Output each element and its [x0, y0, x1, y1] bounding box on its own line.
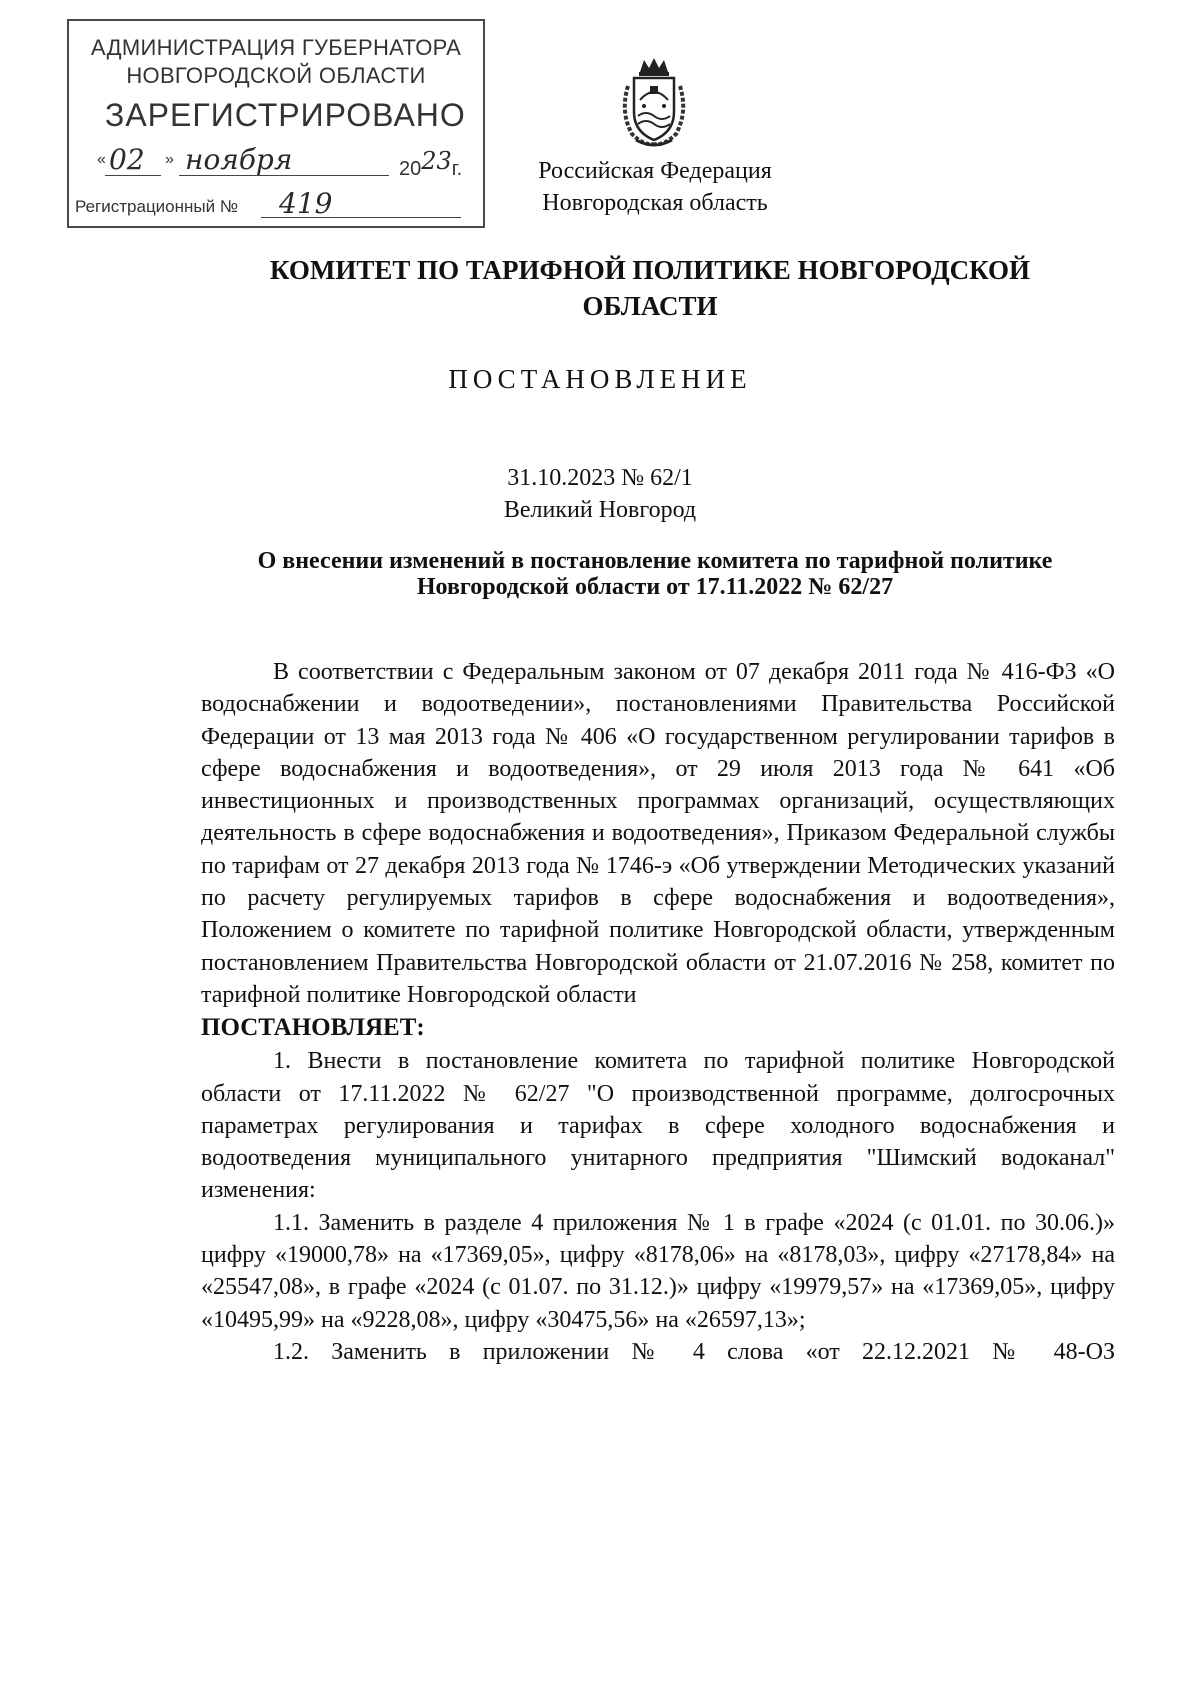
stamp-open-quote: « [97, 151, 106, 168]
preamble-paragraph: В соответствии с Федеральным законом от 07 декабря 2011 года № 416-ФЗ «О водоснабжении и водоотведении», постановлениями Правительства Российской Федерации от 13 мая 2013 года № 406 «О государственном регулировании тарифов в сфере водоснабжения и водоотведения», от 29 июля 2013 года № 641 «Об инвестиционных и производственных программах организаций, осуществляющих деятельность в сфере водоснабжения и водоотведения», Приказом Федеральной службы по тарифам от 27 декабря 2013 года № 1746-э «Об утверждении Методических указаний по расчету регулируемых тарифов в сфере водоснабжения и водоотведения», Положением о комитете по тарифной политике Новгородской области, утвержденным постановлением Правительства Новгородской области от 21.07.2016 № 258, комитет по тарифной политике Новгородской области [201, 659, 1115, 1008]
stamp-year-suffix: г. [451, 158, 463, 180]
stamp-day-line [105, 175, 161, 176]
item-1-1: 1.1. Заменить в разделе 4 приложения № 1 в графе «2024 (с 01.01. по 30.06.)» цифру «19000,78» на «17369,05», цифру «8178,06» на «8178,03», цифру «27178,84» на «25547,08», в графе «2024 (с 01.07. по 31.12.)» цифру «19979,57» на «17369,05», цифру «10495,99» на «9228,08», цифру «30475,56» на «26597,13»; [201, 1209, 1115, 1333]
stamp-month: ноября [185, 143, 293, 176]
stamp-year-hand: 23 [421, 147, 452, 175]
document-type: ПОСТАНОВЛЕНИЕ [448, 364, 752, 394]
stamp-registered: ЗАРЕГИСТРИРОВАНО [105, 97, 466, 133]
stamp-reg-number: 419 [279, 187, 333, 220]
registration-stamp [67, 19, 485, 228]
stamp-reg-label: Регистрационный № [75, 197, 239, 216]
stamp-year-prefix: 20 [399, 158, 422, 180]
committee-title: КОМИТЕТ ПО ТАРИФНОЙ ПОЛИТИКЕ НОВГОРОДСКОЙ ОБЛАСТИ [269, 255, 1031, 321]
region-name: Новгородская область [542, 190, 768, 216]
stamp-line1: АДМИНИСТРАЦИЯ ГУБЕРНАТОРА [90, 35, 462, 60]
stamp-close-quote: » [165, 151, 174, 168]
resolves-heading: ПОСТАНОВЛЯЕТ: [201, 1014, 425, 1042]
stamp-year [399, 147, 463, 181]
date-number: 31.10.2023 № 62/1 [507, 465, 693, 491]
item-1-2: 1.2. Заменить в приложении № 4 слова «от 22.12.2021 № 48-ОЗ [273, 1338, 1115, 1365]
country-name: Российская Федерация [538, 158, 772, 184]
coat-of-arms-icon [618, 56, 690, 148]
stamp-reg-row [69, 187, 483, 223]
document-body [201, 656, 1115, 1368]
stamp-line2: НОВГОРОДСКОЙ ОБЛАСТИ [126, 63, 426, 88]
item-1: 1. Внести в постановление комитета по тарифной политике Новгородской области от 17.11.2022 № 62/27 "О производственной программе, долгосрочных параметрах регулирования и тарифах в сфере холодного водоснабжения и водоотведения муниципального унитарного предприятия "Шимский водоканал" изменения: [201, 1048, 1115, 1204]
stamp-date-row [95, 145, 475, 185]
document-subject: О внесении изменений в постановление комитета по тарифной политике Новгородской области от 17.11.2022 № 62/27 [257, 548, 1053, 600]
stamp-month-line [179, 175, 389, 176]
city: Великий Новгород [503, 497, 697, 523]
stamp-day: 02 [109, 143, 145, 176]
stamp-reg-line [261, 217, 461, 218]
